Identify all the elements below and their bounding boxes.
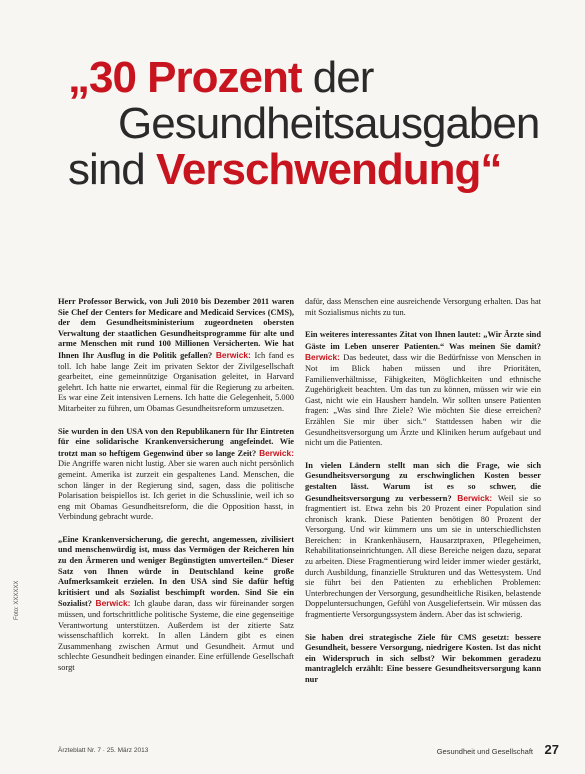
article-column-left: [58, 297, 294, 686]
article-column-right: [305, 297, 541, 698]
footer-section: Gesundheit und Gesellschaft: [436, 747, 533, 756]
article-paragraph: [305, 297, 541, 318]
article-paragraph: [58, 535, 294, 674]
article-paragraph: [305, 633, 541, 686]
article-paragraph: [305, 461, 541, 621]
interview-answer: Das bedeutet, dass wir die Bedürfnisse von Menschen in Not im Blick haben müssen und ihre Prioritäten, Familienverhältnisse, Fähigkeiten, Möglichkeiten und ethnische Zugehörigkeit beachten. Um das tun zu können, müssen wir wie ein Gast, nicht wie ein Hausherr handeln. Wir sollten unsere Patienten fragen: „Was sind Ihre Ziele? Wie möchten Sie diese erreichen? Erzählen Sie mir über sich.“ Stattdessen haben wir die Gesundheitsversorgung um Ärzte und Kliniken herum aufgebaut und nicht um die Patienten.: [305, 353, 541, 448]
interview-answer: Ich glaube daran, dass wir füreinander sorgen müssen, und fortschrittliche politische Systeme, die eine gegenseitige Verantwortung unterstützen. Außerdem ist der zitierte Satz wissenschaftlich korrekt. In allen Ländern gibt es einen Zusammenhang zwischen Armut und Gesundheit. Armut und schlechte Gesundheit bedingen einander. Eine erfüllende Gesellschaft sorgt: [58, 599, 294, 672]
page-footer: [0, 744, 585, 764]
headline-run: „30 Prozent: [68, 53, 313, 102]
page-number: 27: [544, 742, 559, 757]
interview-question: Ein weiteres interessantes Zitat von Ihnen lautet: „Wir Ärzte sind Gäste im Leben unserer Patienten.“ Was meinen Sie damit?: [305, 330, 541, 351]
footer-publication: Ärzteblatt Nr. 7 · 25. März 2013: [58, 747, 149, 754]
headline-line-2: [118, 101, 539, 147]
headline-run: sind: [68, 145, 156, 194]
interview-answer: Ich fand es toll. Ich habe lange Zeit im privaten Sektor der Zivilgesellschaft gearbeitet, eine gemeinnützige Organisation geleitet, in Harvard gelehrt. Ich hatte nie erwartet, einmal für die Regierung zu arbeiten. Es war eine Zeit intensiven Lernens. Ich hatte die Gelegenheit, 5.000 Mitarbeiter zu führen, um Obamas Gesundheitsreform umzusetzen.: [58, 350, 294, 413]
headline-line-3: [68, 147, 501, 193]
interview-question: „Eine Krankenversicherung, die gerecht, angemessen, zivilisiert und menschenwürdig ist, muss das Vermögen der Reicheren hin zu den Ärmeren und weniger Begünstigten umverteilen.“ Dieser Satz von Ihnen würde in Deutschland keine große Aufmerksamkeit erzielen. In den USA sind Sie dafür heftig kritisiert und als Sozialist beschimpft worden. Sind Sie ein Sozialist?: [58, 534, 294, 609]
interview-answer: Die Angriffe waren nicht lustig. Aber sie waren auch nicht persönlich gemeint. Amerika ist zurzeit ein gespaltenes Land. Menschen, die schon länger in der Regierung sind, sagen, dass die politische Polarisation beispiellos ist. Ich geriet in die Schusslinie, weil ich so eng mit Obamas Gesundheitsreform, die die Opposition hasst, in Verbindung gebracht wurde.: [58, 459, 294, 522]
headline-run: der: [312, 53, 374, 102]
speaker-label: Berwick:: [305, 352, 344, 363]
article-paragraph: [305, 330, 541, 449]
interview-question: Sie haben drei strategische Ziele für CMS gesetzt: bessere Gesundheit, bessere Versorgung, niedrigere Kosten. Ist das nicht ein Widerspruch in sich selbst? Wir bekommen geradezu mantraglelch erzählt: Eine bessere Gesundheitsversorgung kann nur: [305, 632, 541, 684]
speaker-label: Berwick:: [256, 447, 294, 458]
headline-run: Verschwendung“: [155, 145, 502, 194]
interview-question: In vielen Ländern stellt man sich die Frage, wie sich Gesundheitsversorgung zu erschwinglichen Kosten besser gestalten lässt. Warum ist es so schwer, die Gesundheitsversorgung zu verbessern?: [305, 460, 541, 503]
interview-answer: Weil sie so fragmentiert ist. Etwa zehn bis 20 Prozent einer Population sind chronisch krank. Diese Patienten benötigen 80 Prozent der Versorgung. Und wir kümmern uns um sie in unterschiedlichsten Bereichen: in Krankenhäusern, Hausarztpraxen, Pflegeheimen, Rehabilitationseinrichtungen. All diese Bereiche neigen dazu, separat zu arbeiten. Diese Fragmentierung wird leider immer wieder gestärkt, durch Ausbildung, finanzielle Strukturen und das Wettesystem. Und sie führt bei den Patienten zu erheblichen Problemen: Unterbrechungen der Versorgung, gesundheitliche Risiken, belastende Doppeluntersuchungen, Gefühl von Ausgeliefertsein. Wir müssen das fragmentierte Versorgungssystem ändern. Aber das ist schwierig.: [305, 493, 541, 620]
interview-question: Herr Professor Berwick, von Juli 2010 bis Dezember 2011 waren Sie Chef der Centers for Medicare and Medicaid Services (CMS), der dem Gesundheitsministerium zugeordneten obersten Verwaltung der staatlichen Gesundheitsprogramme für alte und arme Menschen mit rund 100 Millionen Versicherten. Wie hat Ihnen Ihr Ausflug in die Politik gefallen?: [58, 297, 294, 360]
article-paragraph: [58, 427, 294, 523]
speaker-label: Berwick:: [451, 492, 498, 503]
interview-answer: dafür, dass Menschen eine ausreichende Versorgung erhalten. Das hat mit Sozialismus nichts zu tun.: [305, 297, 541, 317]
headline-line-1: [68, 55, 373, 101]
interview-question: Sie wurden in den USA von den Republikanern für Ihr Eintreten für eine solidarische Krankenversicherung angefeindet. Wie trotzt man so heftigem Gegenwind über so lange Zeit?: [58, 426, 294, 458]
speaker-label: Berwick:: [91, 598, 134, 609]
photo-credit: Foto: XXXXXX: [14, 580, 20, 620]
article-paragraph: [58, 297, 294, 415]
headline-run: Gesundheitsausgaben: [118, 99, 540, 148]
speaker-label: Berwick:: [212, 349, 255, 360]
